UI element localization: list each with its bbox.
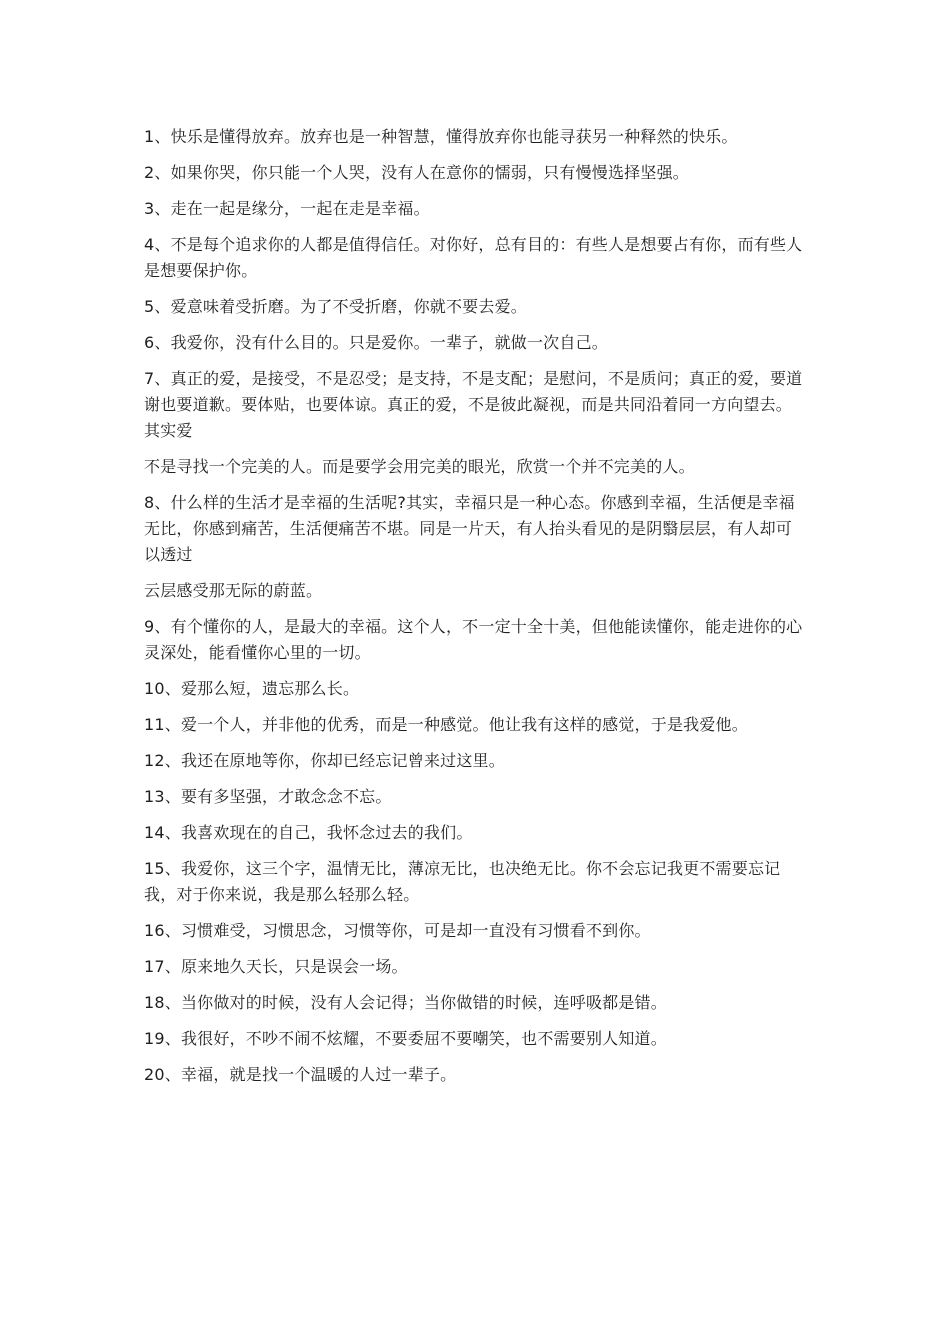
document-body bbox=[144, 124, 808, 1098]
paragraph-8-continued: 云层感受那无际的蔚蓝。 bbox=[144, 581, 323, 600]
paragraph-12: 12、我还在原地等你，你却已经忘记曾来过这里。 bbox=[144, 751, 505, 770]
paragraph-10: 10、爱那么短，遗忘那么长。 bbox=[144, 679, 360, 698]
paragraph-13: 13、要有多坚强，才敢念念不忘。 bbox=[144, 787, 392, 806]
paragraph-18: 18、当你做对的时候，没有人会记得；当你做错的时候，连呼吸都是错。 bbox=[144, 993, 667, 1012]
paragraph-19: 19、我很好，不吵不闹不炫耀，不要委屈不要嘲笑，也不需要别人知道。 bbox=[144, 1029, 667, 1048]
paragraph-15: 15、我爱你，这三个字，温情无比，薄凉无比，也决绝无比。你不会忘记我更不需要忘记我，对于你来说，我是那么轻那么轻。 bbox=[144, 859, 781, 904]
paragraph-5: 5、爱意味着受折磨。为了不受折磨，你就不要去爱。 bbox=[144, 297, 527, 316]
paragraph-7: 7、真正的爱，是接受，不是忍受；是支持，不是支配；是慰问，不是质问；真正的爱，要道谢也要道歉。要体贴，也要体谅。真正的爱，不是彼此凝视，而是共同沿着同一方向望去。其实爱 bbox=[144, 369, 803, 440]
paragraph-17: 17、原来地久天长，只是误会一场。 bbox=[144, 957, 408, 976]
paragraph-14: 14、我喜欢现在的自己，我怀念过去的我们。 bbox=[144, 823, 473, 842]
paragraph-7-continued: 不是寻找一个完美的人。而是要学会用完美的眼光，欣赏一个并不完美的人。 bbox=[144, 457, 695, 476]
paragraph-11: 11、爱一个人，并非他的优秀，而是一种感觉。他让我有这样的感觉，于是我爱他。 bbox=[144, 715, 748, 734]
paragraph-20: 20、幸福，就是找一个温暖的人过一辈子。 bbox=[144, 1065, 457, 1084]
paragraph-6: 6、我爱你，没有什么目的。只是爱你。一辈子，就做一次自己。 bbox=[144, 333, 608, 352]
paragraph-4: 4、不是每个追求你的人都是值得信任。对你好，总有目的：有些人是想要占有你，而有些人是想要保护你。 bbox=[144, 235, 803, 280]
paragraph-1: 1、快乐是懂得放弃。放弃也是一种智慧，懂得放弃你也能寻获另一种释然的快乐。 bbox=[144, 127, 738, 146]
paragraph-9: 9、有个懂你的人，是最大的幸福。这个人，不一定十全十美，但他能读懂你，能走进你的心灵深处，能看懂你心里的一切。 bbox=[144, 617, 803, 662]
paragraph-3: 3、走在一起是缘分，一起在走是幸福。 bbox=[144, 199, 430, 218]
paragraph-2: 2、如果你哭，你只能一个人哭，没有人在意你的懦弱，只有慢慢选择坚强。 bbox=[144, 163, 689, 182]
paragraph-8: 8、什么样的生活才是幸福的生活呢?其实，幸福只是一种心态。你感到幸福，生活便是幸福无比，你感到痛苦，生活便痛苦不堪。同是一片天，有人抬头看见的是阴翳层层，有人却可以透过 bbox=[144, 493, 795, 564]
paragraph-16: 16、习惯难受，习惯思念，习惯等你，可是却一直没有习惯看不到你。 bbox=[144, 921, 651, 940]
